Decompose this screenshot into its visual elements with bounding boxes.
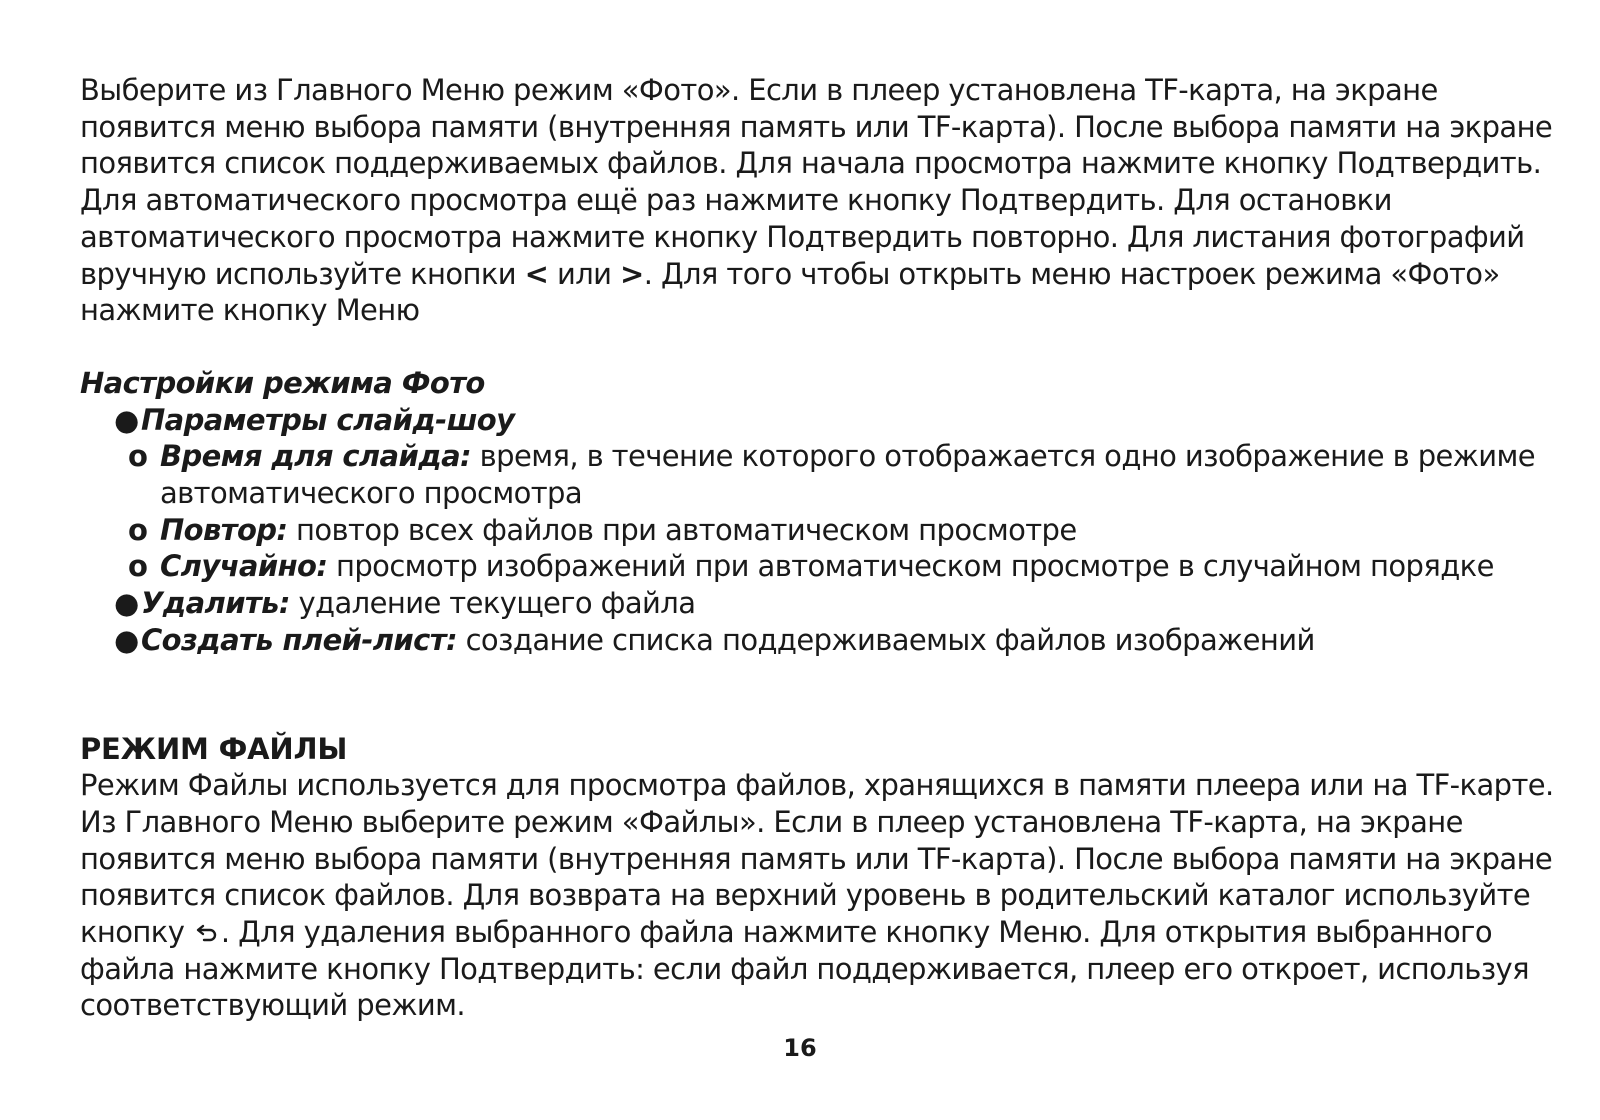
photo-intro-paragraph [80, 72, 1553, 329]
files-mode-line-3: появится меню выбора памяти (внутренняя память или TF-карта). После выбора памяти на экране [80, 841, 1553, 876]
files-mode-line-5-start: кнопку [80, 915, 193, 950]
slideshow-item-shuffle [80, 548, 1550, 585]
photo-intro-line-3: появится список поддерживаемых файлов. Для начала просмотра нажмите кнопку Подтвердить. [80, 146, 1542, 181]
files-mode-line-1: Режим Файлы используется для просмотра файлов, хранящихся в памяти плеера или на TF-карте. [80, 768, 1554, 803]
files-mode-line-5 [80, 914, 1550, 951]
delete-description: удаление текущего файла [289, 586, 696, 621]
spacer [80, 659, 1550, 731]
repeat-term: Повтор: [160, 512, 288, 547]
photo-intro-line-1: Выберите из Главного Меню режим «Фото». Если в плеер установлена TF-карта, на экране [80, 73, 1438, 107]
shuffle-term: Случайно: [160, 549, 328, 584]
settings-item-playlist [80, 622, 1550, 659]
files-mode-line-4: появится список файлов. Для возврата на верхний уровень в родительский каталог используйте [80, 878, 1531, 913]
sub-bullet-icon: o [128, 549, 148, 584]
files-mode-line-6: файла нажмите кнопку Подтвердить: если файл поддерживается, плеер его откроет, используя [80, 951, 1529, 986]
settings-item-slideshow [80, 402, 1550, 439]
settings-item-delete [80, 585, 1550, 622]
slide-time-description-continuation: автоматического просмотра [160, 476, 583, 511]
photo-intro-line-6-or: или [548, 256, 620, 291]
repeat-description: повтор всех файлов при автоматическом просмотре [287, 512, 1077, 547]
playlist-term: Создать плей-лист: [141, 622, 457, 657]
slide-time-term: Время для слайда: [160, 439, 472, 474]
photo-intro-line-4: Для автоматического просмотра ещё раз нажмите кнопку Подтвердить. Для остановки [80, 183, 1392, 218]
sub-bullet-icon: o [128, 439, 148, 474]
photo-intro-line-2: появится меню выбора памяти (внутренняя память или TF-карта). После выбора памяти на экране [80, 109, 1553, 144]
slideshow-label: Параметры слайд-шоу [141, 402, 515, 437]
photo-intro-line-6-start: вручную используйте кнопки [80, 256, 525, 291]
sub-bullet-icon: o [128, 512, 148, 547]
photo-intro-line-7: нажмите кнопку Меню [80, 293, 420, 328]
files-mode-heading: РЕЖИМ ФАЙЛЫ [80, 731, 348, 766]
slide-time-description: время, в течение которого отображается одно изображение в режиме [471, 439, 1536, 474]
shuffle-description: просмотр изображений при автоматическом просмотре в случайном порядке [327, 549, 1494, 584]
photo-intro-line-6 [80, 256, 1550, 293]
slideshow-item-repeat [80, 512, 1550, 549]
files-mode-section [80, 731, 1554, 1025]
photo-settings-title: Настройки режима Фото [80, 365, 485, 400]
manual-page [80, 72, 1554, 1024]
back-arrow-icon [195, 923, 219, 943]
bullet-icon: ● [114, 402, 139, 437]
next-button-symbol: > [620, 256, 644, 291]
page-number: 16 [783, 1034, 817, 1062]
photo-settings-section [80, 365, 1550, 659]
photo-intro-line-5: автоматического просмотра нажмите кнопку Подтвердить повторно. Для листания фотографий [80, 219, 1525, 254]
spacer [80, 329, 1550, 365]
playlist-description: создание списка поддерживаемых файлов изображений [456, 622, 1315, 657]
delete-term: Удалить: [141, 586, 290, 621]
prev-button-symbol: < [524, 256, 549, 291]
photo-intro-line-6-end: . Для того чтобы открыть меню настроек режима «Фото» [643, 256, 1500, 291]
files-mode-line-2: Из Главного Меню выберите режим «Файлы». Если в плеер установлена TF-карта, на экране [80, 804, 1463, 839]
files-mode-line-5-end: . Для удаления выбранного файла нажмите кнопку Меню. Для открытия выбранного [220, 915, 1492, 950]
files-mode-line-7: соответствующий режим. [80, 988, 465, 1023]
slideshow-item-slide-time [80, 438, 1550, 475]
bullet-icon: ● [114, 622, 139, 657]
bullet-icon: ● [114, 586, 139, 621]
